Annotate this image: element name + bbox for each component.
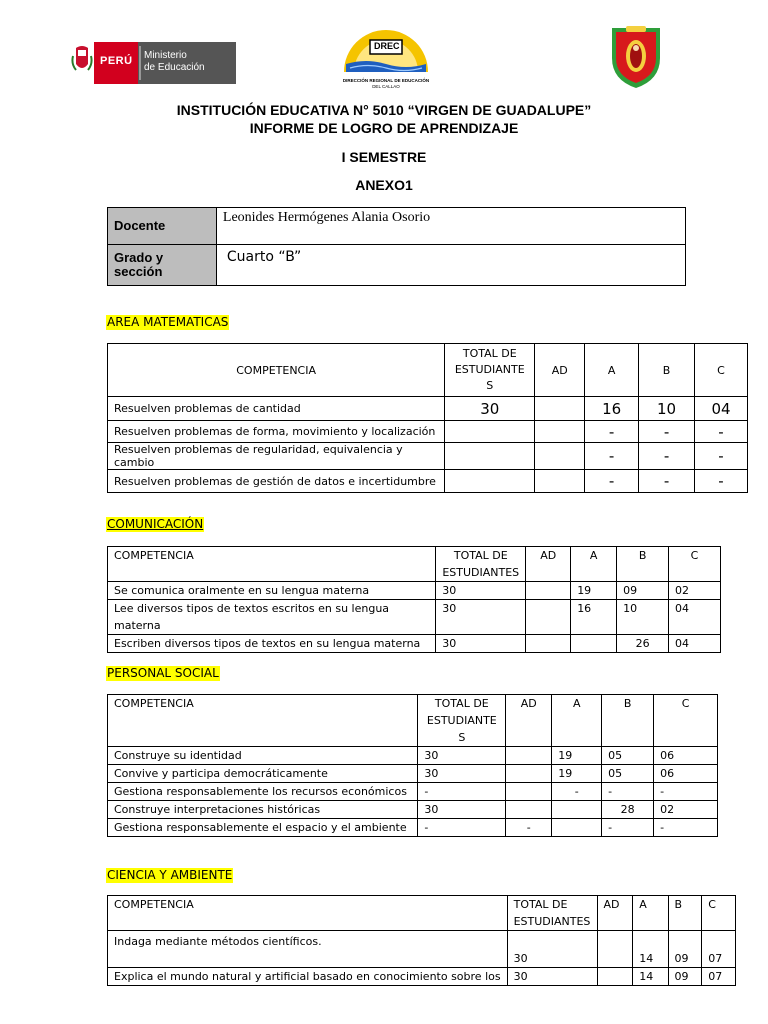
cell-total xyxy=(445,421,535,443)
cell-ad xyxy=(535,443,585,470)
col-total-line1: TOTAL DE xyxy=(453,549,508,562)
cell-b: 09 xyxy=(668,931,702,968)
cell-b: 10 xyxy=(617,600,669,635)
cell-b: 09 xyxy=(668,968,702,986)
cell-b: 28 xyxy=(602,801,654,819)
cell-b: 05 xyxy=(602,765,654,783)
table-row xyxy=(108,600,721,635)
cell-ad xyxy=(506,783,552,801)
col-ad: AD xyxy=(597,896,633,931)
cell-total: 30 xyxy=(507,968,597,986)
cell-competencia: Indaga mediante métodos científicos. xyxy=(108,931,508,968)
cell-ad xyxy=(526,600,571,635)
cell-a xyxy=(552,801,602,819)
cell-c: - xyxy=(695,443,748,470)
col-b: B xyxy=(668,896,702,931)
cell-a: - xyxy=(585,470,639,493)
col-a: A xyxy=(552,695,602,747)
table-row xyxy=(108,931,736,968)
cell-c: - xyxy=(695,421,748,443)
cell-b: 09 xyxy=(617,582,669,600)
docente-value: Leonides Hermógenes Alania Osorio xyxy=(216,208,685,245)
cell-ad xyxy=(526,635,571,653)
cell-total: 30 xyxy=(436,582,526,600)
cell-competencia: Convive y participa democráticamente xyxy=(108,765,418,783)
col-total xyxy=(445,344,535,397)
col-c: C xyxy=(695,344,748,397)
cell-competencia: Resuelven problemas de gestión de datos e incertidumbre xyxy=(108,470,445,493)
cell-b: 26 xyxy=(617,635,669,653)
cell-c: 04 xyxy=(669,635,721,653)
table-row xyxy=(108,819,718,837)
col-ad: AD xyxy=(506,695,552,747)
teacher-info-table xyxy=(107,207,686,286)
cell-total: 30 xyxy=(445,397,535,421)
table-header-row xyxy=(108,547,721,582)
cell-total: 30 xyxy=(507,931,597,968)
col-competencia: COMPETENCIA xyxy=(108,896,508,931)
cell-competencia: Explica el mundo natural y artificial basado en conocimiento sobre los xyxy=(108,968,508,986)
cell-total: - xyxy=(418,819,506,837)
cell-a: - xyxy=(552,783,602,801)
annex-title: ANEXO1 xyxy=(355,177,413,193)
cell-ad xyxy=(506,765,552,783)
cell-a: 16 xyxy=(585,397,639,421)
col-b: B xyxy=(602,695,654,747)
table-row xyxy=(108,582,721,600)
cell-b: - xyxy=(639,470,695,493)
cell-a: - xyxy=(585,443,639,470)
cell-competencia: Escriben diversos tipos de textos en su lengua materna xyxy=(108,635,436,653)
cell-b: - xyxy=(639,421,695,443)
cell-total: 30 xyxy=(418,765,506,783)
cell-c: 06 xyxy=(654,747,718,765)
table-header-row xyxy=(108,695,718,747)
docente-label: Docente xyxy=(108,208,217,245)
minedu-logo xyxy=(70,42,236,84)
cell-c: 02 xyxy=(654,801,718,819)
cell-b: 05 xyxy=(602,747,654,765)
table-row xyxy=(108,421,748,443)
cell-b: - xyxy=(639,443,695,470)
cell-ad: - xyxy=(506,819,552,837)
col-total xyxy=(436,547,526,582)
col-b: B xyxy=(617,547,669,582)
col-total-line2: ESTUDIANTES xyxy=(442,566,520,579)
cell-a: 19 xyxy=(571,582,617,600)
cell-ad xyxy=(535,470,585,493)
col-a: A xyxy=(585,344,639,397)
col-total-line3: S xyxy=(486,379,494,392)
col-total-line3: S xyxy=(458,731,466,744)
matematicas-heading: AREA MATEMATICAS xyxy=(107,315,229,329)
table-row xyxy=(108,801,718,819)
col-c: C xyxy=(669,547,721,582)
ciencia-heading: CIENCIA Y AMBIENTE xyxy=(107,868,233,882)
table-row xyxy=(108,783,718,801)
cell-competencia: Lee diversos tipos de textos escritos en su lengua materna xyxy=(108,600,436,635)
cell-a: 16 xyxy=(571,600,617,635)
col-total-line1: TOTAL DE xyxy=(513,898,568,911)
col-a: A xyxy=(633,896,668,931)
cell-c: 07 xyxy=(702,968,736,986)
cell-a: 19 xyxy=(552,765,602,783)
cell-a: - xyxy=(585,421,639,443)
table-row xyxy=(108,470,748,493)
personal-social-heading: PERSONAL SOCIAL xyxy=(107,666,219,680)
col-competencia: COMPETENCIA xyxy=(108,547,436,582)
cell-a xyxy=(552,819,602,837)
col-total xyxy=(507,896,597,931)
minedu-line2: de Educación xyxy=(144,62,205,73)
cell-ad xyxy=(535,421,585,443)
drec-caption1: DIRECCIÓN REGIONAL DE EDUCACIÓN xyxy=(342,78,430,83)
table-row xyxy=(108,397,748,421)
cell-c: 06 xyxy=(654,765,718,783)
cell-competencia: Gestiona responsablemente los recursos económicos xyxy=(108,783,418,801)
minedu-brand: PERÚ xyxy=(100,55,133,67)
comunicacion-table xyxy=(107,546,721,653)
grado-value xyxy=(216,245,685,286)
col-competencia: COMPETENCIA xyxy=(108,695,418,747)
table-row xyxy=(108,765,718,783)
table-row xyxy=(108,968,736,986)
grado-label-line1: Grado y xyxy=(114,250,164,265)
table-row xyxy=(108,635,721,653)
col-total-line2: ESTUDIANTES xyxy=(513,915,591,928)
personal-social-table xyxy=(107,694,718,837)
cell-competencia: Resuelven problemas de regularidad, equivalencia y cambio xyxy=(108,443,445,470)
grado-label xyxy=(108,245,217,286)
drec-logo xyxy=(336,28,436,92)
cell-total: 30 xyxy=(418,801,506,819)
col-ad: AD xyxy=(526,547,571,582)
table-row xyxy=(108,747,718,765)
cell-ad xyxy=(506,747,552,765)
comunicacion-heading: COMUNICACIÓN xyxy=(107,517,204,531)
cell-total: 30 xyxy=(418,747,506,765)
cell-c: - xyxy=(654,819,718,837)
cell-c: 04 xyxy=(695,397,748,421)
cell-c: 07 xyxy=(702,931,736,968)
semester-title: I SEMESTRE xyxy=(341,149,427,165)
cell-total: 30 xyxy=(436,635,526,653)
cell-b: - xyxy=(602,819,654,837)
col-total-line2: ESTUDIANTE xyxy=(454,363,525,376)
cell-c: 02 xyxy=(669,582,721,600)
cell-ad xyxy=(526,582,571,600)
cell-c: 04 xyxy=(669,600,721,635)
cell-ad xyxy=(535,397,585,421)
cell-competencia: Resuelven problemas de forma, movimiento y localización xyxy=(108,421,445,443)
col-total-line1: TOTAL DE xyxy=(434,697,489,710)
col-total xyxy=(418,695,506,747)
cell-ad xyxy=(597,931,633,968)
table-header-row xyxy=(108,896,736,931)
grado-value-text: Cuarto “B” xyxy=(226,249,302,265)
col-c: C xyxy=(702,896,736,931)
school-logo xyxy=(608,24,664,90)
cell-ad xyxy=(597,968,633,986)
cell-b: 10 xyxy=(639,397,695,421)
cell-a xyxy=(571,635,617,653)
cell-competencia: Construye su identidad xyxy=(108,747,418,765)
col-ad: AD xyxy=(535,344,585,397)
cell-total xyxy=(445,470,535,493)
cell-competencia: Construye interpretaciones históricas xyxy=(108,801,418,819)
cell-b: - xyxy=(602,783,654,801)
col-a: A xyxy=(571,547,617,582)
cell-c: - xyxy=(695,470,748,493)
cell-competencia: Gestiona responsablemente el espacio y el ambiente xyxy=(108,819,418,837)
cell-c: - xyxy=(654,783,718,801)
cell-competencia: Se comunica oralmente en su lengua materna xyxy=(108,582,436,600)
cell-competencia: Resuelven problemas de cantidad xyxy=(108,397,445,421)
col-b: B xyxy=(639,344,695,397)
report-title: INFORME DE LOGRO DE APRENDIZAJE xyxy=(249,120,519,136)
school-title: INSTITUCIÓN EDUCATIVA N° 5010 “VIRGEN DE GUADALUPE” xyxy=(176,102,592,118)
col-competencia: COMPETENCIA xyxy=(108,344,445,397)
ciencia-table xyxy=(107,895,736,986)
grado-label-line2: sección xyxy=(114,264,163,279)
cell-total xyxy=(445,443,535,470)
table-row xyxy=(108,443,748,470)
table-header-row xyxy=(108,344,748,397)
col-total-line2: ESTUDIANTE xyxy=(426,714,497,727)
cell-total: 30 xyxy=(436,600,526,635)
cell-a: 19 xyxy=(552,747,602,765)
matematicas-table xyxy=(107,343,748,493)
col-total-line1: TOTAL DE xyxy=(462,347,517,360)
cell-ad xyxy=(506,801,552,819)
cell-total: - xyxy=(418,783,506,801)
cell-a: 14 xyxy=(633,968,668,986)
cell-a: 14 xyxy=(633,931,668,968)
drec-caption2: DEL CALLAO xyxy=(372,84,400,89)
drec-badge: DREC xyxy=(374,41,400,51)
minedu-line1: Ministerio xyxy=(144,50,187,61)
school-shield-icon xyxy=(608,24,664,90)
col-c: C xyxy=(654,695,718,747)
